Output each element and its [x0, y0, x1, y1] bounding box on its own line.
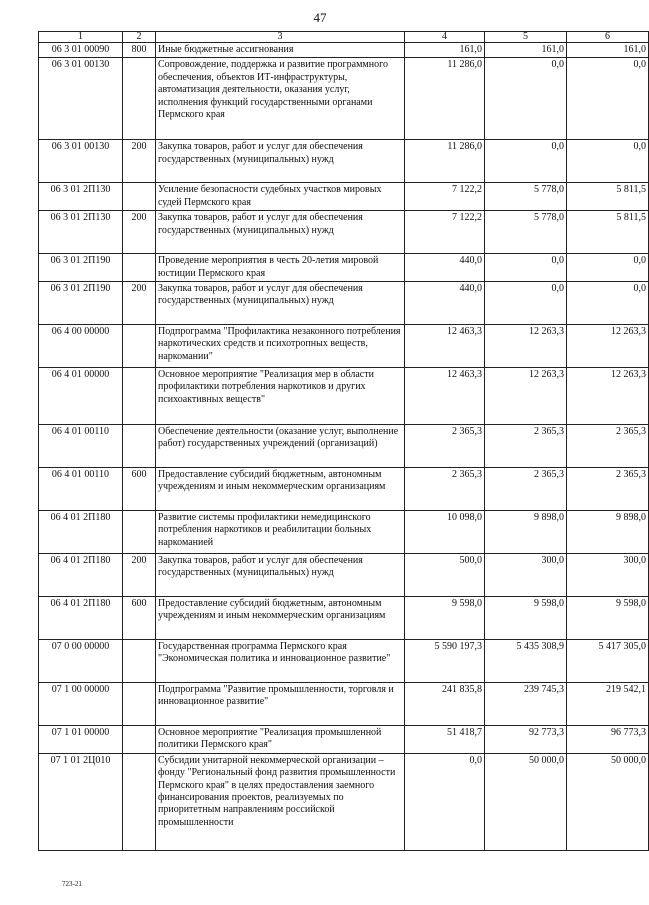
amount-year3-cell: 12 263,3	[567, 368, 649, 425]
table-row	[39, 211, 649, 254]
table-row	[39, 468, 649, 511]
amount-year2-cell: 92 773,3	[485, 726, 567, 754]
amount-year1-cell: 5 590 197,3	[405, 640, 485, 683]
budget-table	[38, 31, 649, 851]
amount-year2-cell: 12 263,3	[485, 325, 567, 368]
amount-year2-cell: 12 263,3	[485, 368, 567, 425]
budget-code-cell: 07 1 01 2Ц010	[39, 753, 123, 850]
amount-year2-cell: 5 778,0	[485, 211, 567, 254]
table-row	[39, 140, 649, 183]
item-name-cell: Подпрограмма "Развитие промышленности, торговля и инновационное развитие"	[156, 683, 405, 726]
budget-code-cell: 06 4 01 2П180	[39, 511, 123, 554]
expense-type-cell: 200	[123, 282, 156, 325]
amount-year2-cell: 0,0	[485, 58, 567, 140]
table-row	[39, 183, 649, 211]
amount-year1-cell: 440,0	[405, 282, 485, 325]
table-row	[39, 554, 649, 597]
item-name-cell: Подпрограмма "Профилактика незаконного потребления наркотических средств и психотропных веществ, наркомании"	[156, 325, 405, 368]
item-name-cell: Иные бюджетные ассигнования	[156, 43, 405, 58]
amount-year1-cell: 7 122,2	[405, 211, 485, 254]
amount-year1-cell: 9 598,0	[405, 597, 485, 640]
expense-type-cell	[123, 254, 156, 282]
amount-year1-cell: 161,0	[405, 43, 485, 58]
amount-year3-cell: 0,0	[567, 58, 649, 140]
amount-year2-cell: 161,0	[485, 43, 567, 58]
table-row	[39, 368, 649, 425]
item-name-cell: Государственная программа Пермского края "Экономическая политика и инновационное развитие"	[156, 640, 405, 683]
amount-year1-cell: 7 122,2	[405, 183, 485, 211]
table-row	[39, 683, 649, 726]
column-header: 2	[123, 32, 156, 43]
footer-code: 723-21	[62, 880, 82, 888]
amount-year3-cell: 0,0	[567, 140, 649, 183]
expense-type-cell	[123, 58, 156, 140]
amount-year3-cell: 9 598,0	[567, 597, 649, 640]
amount-year1-cell: 51 418,7	[405, 726, 485, 754]
budget-code-cell: 07 1 01 00000	[39, 726, 123, 754]
page-number: 47	[313, 10, 327, 25]
amount-year3-cell: 219 542,1	[567, 683, 649, 726]
item-name-cell: Сопровождение, поддержка и развитие программного обеспечения, объектов ИТ-инфраструктуры, автоматизация деятельности, оказания услуг, исполнения функций государственными органами Пермского края	[156, 58, 405, 140]
expense-type-cell: 200	[123, 211, 156, 254]
item-name-cell: Субсидии унитарной некоммерческой организации – фонду "Региональный фонд развития промышленности Пермского края" в целях предоставления заемного финансирования проектов, реализуемых по приоритетным направлениям российской промышленности	[156, 753, 405, 850]
item-name-cell: Закупка товаров, работ и услуг для обеспечения государственных (муниципальных) нужд	[156, 554, 405, 597]
table-row	[39, 640, 649, 683]
expense-type-cell	[123, 183, 156, 211]
amount-year1-cell: 241 835,8	[405, 683, 485, 726]
amount-year3-cell: 161,0	[567, 43, 649, 58]
expense-type-cell	[123, 640, 156, 683]
amount-year3-cell: 5 811,5	[567, 211, 649, 254]
item-name-cell: Усиление безопасности судебных участков мировых судей Пермского края	[156, 183, 405, 211]
budget-code-cell: 06 3 01 2П130	[39, 211, 123, 254]
table-row	[39, 282, 649, 325]
item-name-cell: Закупка товаров, работ и услуг для обеспечения государственных (муниципальных) нужд	[156, 140, 405, 183]
item-name-cell: Закупка товаров, работ и услуг для обеспечения государственных (муниципальных) нужд	[156, 282, 405, 325]
amount-year3-cell: 9 898,0	[567, 511, 649, 554]
budget-code-cell: 06 4 01 00110	[39, 468, 123, 511]
budget-code-cell: 06 4 01 2П180	[39, 597, 123, 640]
item-name-cell: Закупка товаров, работ и услуг для обеспечения государственных (муниципальных) нужд	[156, 211, 405, 254]
table-row	[39, 58, 649, 140]
expense-type-cell	[123, 726, 156, 754]
expense-type-cell: 800	[123, 43, 156, 58]
amount-year2-cell: 300,0	[485, 554, 567, 597]
amount-year3-cell: 5 811,5	[567, 183, 649, 211]
amount-year1-cell: 12 463,3	[405, 368, 485, 425]
amount-year3-cell: 300,0	[567, 554, 649, 597]
amount-year3-cell: 5 417 305,0	[567, 640, 649, 683]
amount-year2-cell: 9 598,0	[485, 597, 567, 640]
table-row	[39, 254, 649, 282]
column-header: 6	[567, 32, 649, 43]
table-row	[39, 43, 649, 58]
table-row	[39, 325, 649, 368]
expense-type-cell	[123, 425, 156, 468]
table-body	[39, 43, 649, 851]
budget-code-cell: 06 4 00 00000	[39, 325, 123, 368]
column-header: 3	[156, 32, 405, 43]
amount-year3-cell: 0,0	[567, 282, 649, 325]
table-row	[39, 753, 649, 850]
item-name-cell: Обеспечение деятельности (оказание услуг, выполнение работ) государственных учреждений (организаций)	[156, 425, 405, 468]
column-header: 4	[405, 32, 485, 43]
amount-year2-cell: 239 745,3	[485, 683, 567, 726]
item-name-cell: Проведение мероприятия в честь 20-летия мировой юстиции Пермского края	[156, 254, 405, 282]
amount-year2-cell: 5 778,0	[485, 183, 567, 211]
expense-type-cell: 600	[123, 597, 156, 640]
amount-year2-cell: 2 365,3	[485, 425, 567, 468]
budget-code-cell: 07 0 00 00000	[39, 640, 123, 683]
amount-year2-cell: 0,0	[485, 140, 567, 183]
amount-year1-cell: 0,0	[405, 753, 485, 850]
table-row	[39, 511, 649, 554]
amount-year3-cell: 96 773,3	[567, 726, 649, 754]
column-header: 5	[485, 32, 567, 43]
amount-year1-cell: 440,0	[405, 254, 485, 282]
column-number-row	[39, 32, 649, 43]
expense-type-cell: 200	[123, 140, 156, 183]
item-name-cell: Развитие системы профилактики немедицинского потребления наркотиков и реабилитации больных наркоманией	[156, 511, 405, 554]
amount-year1-cell: 11 286,0	[405, 58, 485, 140]
expense-type-cell	[123, 683, 156, 726]
amount-year1-cell: 10 098,0	[405, 511, 485, 554]
budget-code-cell: 06 3 01 2П130	[39, 183, 123, 211]
amount-year1-cell: 11 286,0	[405, 140, 485, 183]
budget-code-cell: 06 3 01 2П190	[39, 282, 123, 325]
expense-type-cell: 200	[123, 554, 156, 597]
amount-year3-cell: 0,0	[567, 254, 649, 282]
budget-code-cell: 06 3 01 00130	[39, 140, 123, 183]
amount-year2-cell: 0,0	[485, 282, 567, 325]
budget-code-cell: 07 1 00 00000	[39, 683, 123, 726]
amount-year1-cell: 500,0	[405, 554, 485, 597]
expense-type-cell	[123, 753, 156, 850]
amount-year3-cell: 12 263,3	[567, 325, 649, 368]
table-row	[39, 726, 649, 754]
item-name-cell: Основное мероприятие "Реализация мер в области профилактики потребления наркотиков и других психоактивных веществ"	[156, 368, 405, 425]
amount-year3-cell: 2 365,3	[567, 425, 649, 468]
amount-year2-cell: 2 365,3	[485, 468, 567, 511]
item-name-cell: Основное мероприятие "Реализация промышленной политики Пермского края"	[156, 726, 405, 754]
budget-code-cell: 06 4 01 00110	[39, 425, 123, 468]
amount-year1-cell: 2 365,3	[405, 468, 485, 511]
table-row	[39, 597, 649, 640]
expense-type-cell: 600	[123, 468, 156, 511]
amount-year2-cell: 0,0	[485, 254, 567, 282]
budget-code-cell: 06 4 01 2П180	[39, 554, 123, 597]
amount-year2-cell: 50 000,0	[485, 753, 567, 850]
budget-code-cell: 06 3 01 2П190	[39, 254, 123, 282]
amount-year2-cell: 9 898,0	[485, 511, 567, 554]
item-name-cell: Предоставление субсидий бюджетным, автономным учреждениям и иным некоммерческим организациям	[156, 468, 405, 511]
amount-year3-cell: 50 000,0	[567, 753, 649, 850]
budget-code-cell: 06 4 01 00000	[39, 368, 123, 425]
budget-code-cell: 06 3 01 00130	[39, 58, 123, 140]
expense-type-cell	[123, 325, 156, 368]
column-header: 1	[39, 32, 123, 43]
amount-year3-cell: 2 365,3	[567, 468, 649, 511]
table-row	[39, 425, 649, 468]
budget-code-cell: 06 3 01 00090	[39, 43, 123, 58]
item-name-cell: Предоставление субсидий бюджетным, автономным учреждениям и иным некоммерческим организациям	[156, 597, 405, 640]
expense-type-cell	[123, 368, 156, 425]
amount-year1-cell: 12 463,3	[405, 325, 485, 368]
expense-type-cell	[123, 511, 156, 554]
amount-year2-cell: 5 435 308,9	[485, 640, 567, 683]
amount-year1-cell: 2 365,3	[405, 425, 485, 468]
